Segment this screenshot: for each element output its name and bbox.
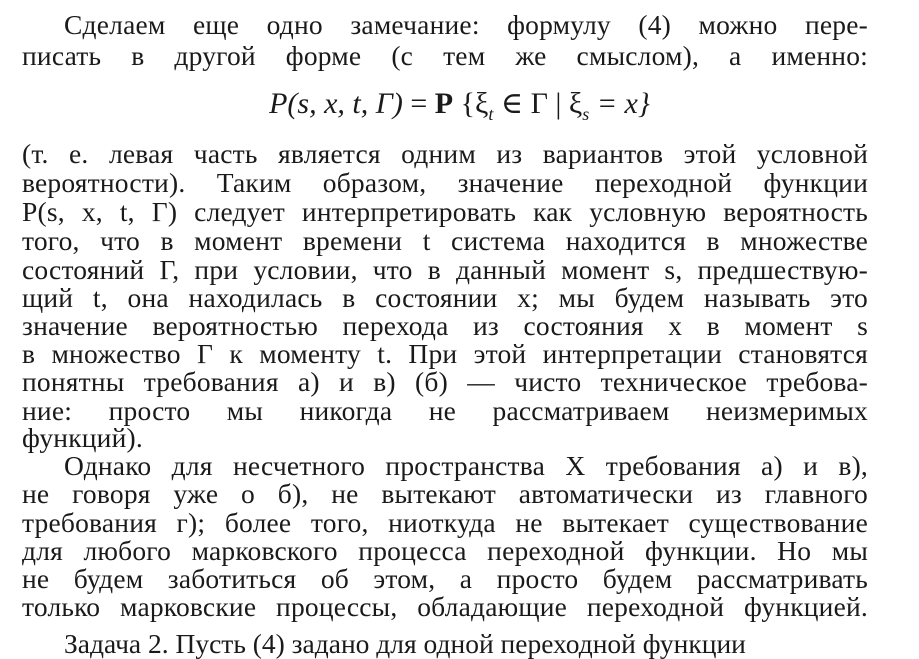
formula-sub-t: t: [488, 104, 494, 124]
paragraph-2-line-3: P(s, x, t, Γ) следует интерпретировать как условную вероятность: [22, 196, 868, 227]
paragraph-3-line-1: Однако для несчетного пространства X требования а) и в),: [64, 450, 868, 481]
formula-middle: ∈ Γ | ξ: [493, 87, 583, 120]
paragraph-3-line-6: только марковские процессы, обладающие переходной функцией.: [22, 591, 868, 622]
formula-open: {ξ: [453, 87, 489, 120]
formula-left: P(s, x, t, Γ): [269, 87, 403, 120]
paragraph-2-line-1: (т. е. левая часть является одним из вариантов этой условной: [22, 138, 868, 169]
paragraph-3-line-2: не говоря уже о б), не вытекают автоматически из главного: [22, 478, 868, 509]
paragraph-2-line-8: в множество Γ к моменту t. При этой интерпретации становятся: [22, 338, 868, 369]
paragraph-1-line-2: писать в другой форме (с тем же смыслом), а именно:: [22, 40, 868, 71]
formula-sub-s: s: [582, 104, 590, 124]
formula: [0, 88, 919, 130]
paragraph-1-line-1: Сделаем еще одно замечание: формулу (4) можно пере-: [64, 9, 868, 40]
paragraph-2-line-4: того, что в момент времени t система находится в множестве: [22, 225, 868, 256]
paragraph-3-line-3: требования г); более того, ниоткуда не вытекает существование: [22, 507, 868, 538]
paragraph-2-line-10: ние: просто мы никогда не рассматриваем неизмеримых: [22, 395, 868, 426]
paragraph-2-line-2: вероятности). Таким образом, значение переходной функции: [22, 167, 868, 198]
paragraph-2-line-6: щий t, она находилась в состоянии x; мы будем называть это: [22, 282, 868, 313]
paragraph-2-line-7: значение вероятностью перехода из состояния x в момент s: [22, 310, 868, 341]
formula-equals: =: [402, 87, 435, 120]
paragraph-3-line-5: не будем заботиться об этом, а просто будем рассматривать: [22, 563, 868, 594]
paragraph-2-line-11: функций).: [22, 422, 143, 453]
paragraph-3-line-4: для любого марковского процесса переходной функции. Но мы: [22, 535, 868, 566]
formula-prob: P: [434, 87, 454, 120]
paragraph-2-line-5: состояний Γ, при условии, что в данный момент s, предшествую-: [22, 254, 868, 285]
paragraph-2-line-9: понятны требования а) и в) (б) — чисто техническое требова-: [22, 366, 868, 397]
cut-off-line: [64, 628, 864, 659]
formula-right: = x}: [589, 87, 650, 120]
cut-off-line-text: Задача 2. Пусть (4) задано для одной переходной функции: [64, 628, 746, 659]
